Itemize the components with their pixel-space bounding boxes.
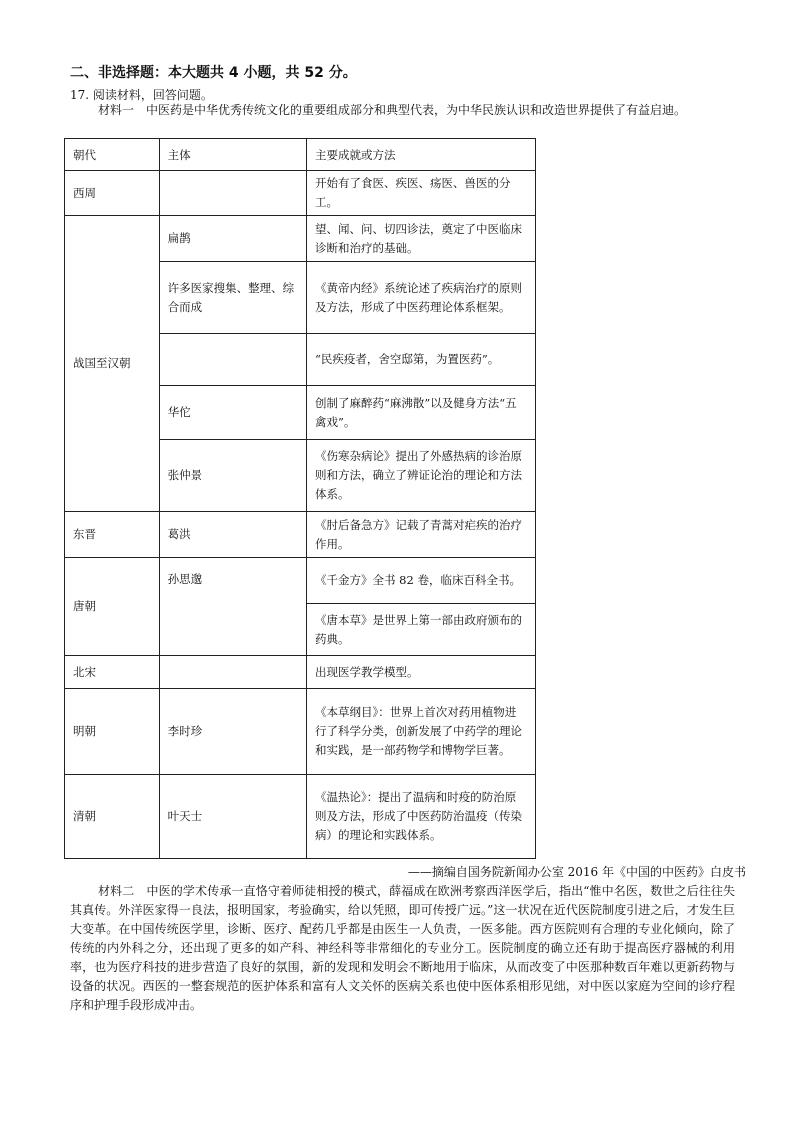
subject-cell: 孙思邈: [159, 558, 306, 656]
dynasty-cell: 明朝: [65, 689, 160, 775]
section-title: 二、非选择题：本大题共 4 小题，共 52 分。: [70, 65, 357, 81]
table-header-row: [65, 139, 536, 171]
subject-cell: [159, 171, 306, 216]
dynasty-cell: 西周: [65, 171, 160, 216]
dynasty-cell: 唐朝: [65, 558, 160, 656]
question-line: 17. 阅读材料，回答问题。: [70, 88, 213, 102]
achievement-cell: 出现医学教学模型。: [307, 656, 536, 689]
subject-cell: 李时珍: [159, 689, 306, 775]
source-citation: ——摘编自国务院新闻办公室 2016 年《中国的中医药》白皮书: [407, 865, 746, 879]
achievement-cell: 《温热论》：提出了温病和时疫的防治原则及方法，形成了中医药防治温疫（传染病）的理论和实践体系。: [307, 775, 536, 859]
achievement-cell: “民疾疫者，舍空邸第，为置医药”。: [307, 334, 536, 386]
dynasty-cell: 清朝: [65, 775, 160, 859]
achievement-cell: 望、闻、问、切四诊法，奠定了中医临床诊断和治疗的基础。: [307, 216, 536, 262]
dynasty-cell: 北宋: [65, 656, 160, 689]
dynasty-cell: 东晋: [65, 512, 160, 558]
achievement-cell: 《本草纲目》：世界上首次对药用植物进行了科学分类，创新发展了中药学的理论和实践，是一部药物学和博物学巨著。: [307, 689, 536, 775]
table-row: [65, 512, 536, 558]
dynasty-cell: 战国至汉朝: [65, 216, 160, 512]
table-row: [65, 171, 536, 216]
subject-cell: [159, 334, 306, 386]
table-row: [65, 558, 536, 604]
header-achievement: 主要成就或方法: [307, 139, 536, 171]
subject-cell: 许多医家搜集、整理、综合而成: [159, 262, 306, 334]
subject-cell: 华佗: [159, 386, 306, 440]
achievement-cell: 创制了麻醉药“麻沸散”以及健身方法“五禽戏”。: [307, 386, 536, 440]
subject-cell: 葛洪: [159, 512, 306, 558]
table-row: [65, 775, 536, 859]
header-dynasty: 朝代: [65, 139, 160, 171]
subject-cell: 叶天士: [159, 775, 306, 859]
achievements-table: [64, 138, 536, 859]
achievement-cell: 《千金方》全书 82 卷，临床百科全书。: [307, 558, 536, 604]
achievement-cell: 《唐本草》是世界上第一部由政府颁布的药典。: [307, 604, 536, 656]
achievement-cell: 《黄帝内经》系统论述了疾病治疗的原则及方法，形成了中医药理论体系框架。: [307, 262, 536, 334]
table-row: [65, 689, 536, 775]
subject-cell: [159, 656, 306, 689]
material1-intro: 材料一 中医药是中华优秀传统文化的重要组成部分和典型代表，为中华民族认识和改造世界提供了有益启迪。: [98, 103, 687, 117]
subject-cell: 张仲景: [159, 440, 306, 512]
material2-paragraph: 材料二 中医的学术传承一直恪守着师徒相授的模式，薛福成在欧洲考察西洋医学后，指出“惟中名医，数世之后往往失其真传。外洋医家得一良法，报明国家，考验确实，给以凭照，即可传授广远。”这一状况在近代医院制度引进之后，才发生巨大变革。在中国传统医学里，诊断、医疗、配药几乎都是由医生一人负责，一医多能。西方医院则有合理的专业化倾向，除了传统的内外科之分，还出现了更多的如产科、神经科等非常细化的专业分工。医院制度的确立还有助于提高医疗器械的利用率，也为医疗科技的进步营造了良好的氛围，新的发现和发明会不断地用于临床，从而改变了中医那种数百年难以更新药物与设备的状况。西医的一整套规范的医护体系和富有人文关怀的医病关系也使中医体系相形见绌，对中医以家庭为空间的诊疗程序和护理手段形成冲击。: [70, 884, 735, 1012]
table-row: [65, 656, 536, 689]
table-row: [65, 216, 536, 262]
header-subject: 主体: [159, 139, 306, 171]
achievement-cell: 《伤寒杂病论》提出了外感热病的诊治原则和方法，确立了辨证论治的理论和方法体系。: [307, 440, 536, 512]
achievement-cell: 《肘后备急方》记载了青蒿对疟疾的治疗作用。: [307, 512, 536, 558]
achievement-cell: 开始有了食医、疾医、疡医、兽医的分工。: [307, 171, 536, 216]
subject-cell: 扁鹊: [159, 216, 306, 262]
